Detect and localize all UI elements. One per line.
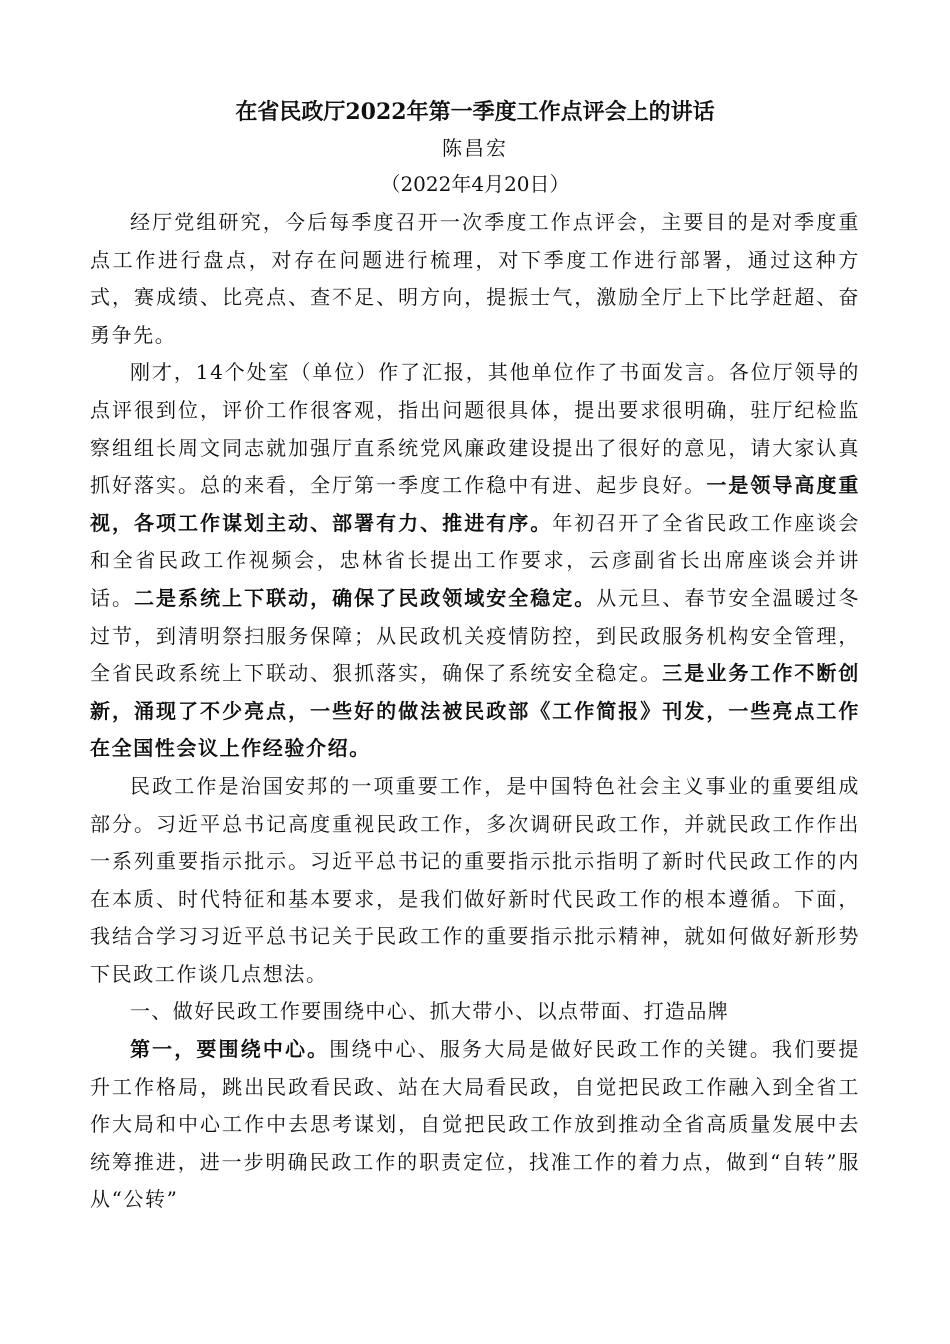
document-body	[90, 94, 860, 1219]
point-two-text: 从元旦、春节安全温暖过冬过节，到清明祭扫服务保障；从民政机关疫情防控，到民政服务机构安全管理，全省民政系统上下联动、狠抓落实，确保了系统安全稳定。	[90, 585, 861, 686]
paragraph-summary	[90, 354, 860, 768]
point-one-text: 年初召开了全省民政工作座谈会和全省民政工作视频会，忠林省长提出工作要求，云彦副省长出席座谈会并讲话。	[90, 510, 860, 610]
speech-title: 在省民政厅2022年第一季度工作点评会上的讲话	[235, 99, 715, 125]
point-three-heading: 三是业务工作不断创新，涌现了不少亮点，一些好的做法被民政部《工作简报》刊发，一些亮点工作在全国性会议上作经验介绍。	[90, 661, 860, 761]
first-point-lead: 第一，要围绕中心。	[130, 1037, 330, 1062]
first-point-text: 围绕中心、服务大局是做好民政工作的关键。我们要提升工作格局，跳出民政看民政、站在大局看民政，自觉把民政工作融入到全省工作大局和中心工作中去思考谋划，自觉把民政工作放到推动全省高质量发展中去统筹推进，进一步明确民政工作的职责定位，找准工作的着力点，做到“自转”服从“公转”	[90, 1037, 860, 1212]
speech-date: （2022年4月20日）	[380, 172, 570, 196]
paragraph-focus-center	[90, 1031, 860, 1219]
paragraph-importance: 民政工作是治国安邦的一项重要工作，是中国特色社会主义事业的重要组成部分。习近平总书记高度重视民政工作，多次调研民政工作，并就民政工作作出一系列重要指示批示。习近平总书记的重要指示批示指明了新时代民政工作的内在本质、时代特征和基本要求，是我们做好新时代民政工作的根本遵循。下面，我结合学习习近平总书记关于民政工作的重要指示批示精神，就如何做好新形势下民政工作谈几点想法。	[90, 773, 860, 986]
summary-intro: 刚才，14个处室（单位）作了汇报，其他单位作了书面发言。各位厅领导的点评很到位，评价工作很客观，指出问题很具体，提出要求很明确，驻厅纪检监察组组长周文同志就加强厅直系统党风廉政建设提出了很好的意见，请大家认真抓好落实。总的来看，全厅第一季度工作稳中有进、起步良好。	[90, 360, 860, 498]
speech-author: 陈昌宏	[442, 136, 508, 160]
section-one-heading: 一、做好民政工作要围绕中心、抓大带小、以点带面、打造品牌	[130, 999, 730, 1024]
paragraph-purpose: 经厅党组研究，今后每季度召开一次季度工作点评会，主要目的是对季度重点工作进行盘点，对存在问题进行梳理，对下季度工作进行部署，通过这种方式，赛成绩、比亮点、查不足、明方向，提振士气，激励全厅上下比学赶超、奋勇争先。	[90, 210, 860, 347]
point-two-heading: 二是系统上下联动，确保了民政领域安全稳定。	[134, 585, 597, 610]
point-one-heading: 一是领导高度重视，各项工作谋划主动、部署有力、推进有序。	[90, 473, 860, 535]
